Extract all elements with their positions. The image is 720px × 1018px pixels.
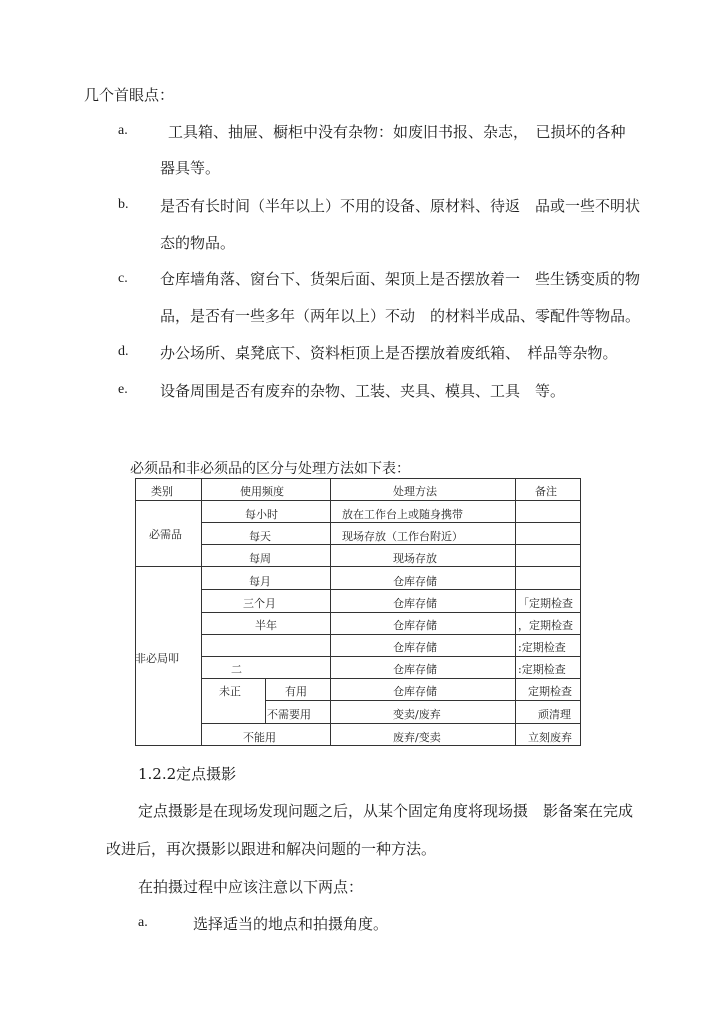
row-10-freq: 不能用 [243,731,276,744]
row-hourly-method: 放在工作台上或随身携带 [342,508,463,521]
item-b-label: b. [118,197,129,212]
row-7-freq: 二 [231,663,242,676]
header-frequency: 使用频度 [240,485,284,498]
row-halfyear-freq: 半年 [255,619,277,632]
header-category: 类别 [151,485,173,498]
row-7-note: :定期检查 [518,663,566,676]
row-8-method: 仓库存储 [393,685,437,698]
row-daily-method: 现场存放（工作台附近） [342,530,463,543]
row-3month-freq: 三个月 [243,597,276,610]
item-a-line1: 工具箱、抽屉、橱柜中没有杂物：如废旧书报、杂志， 已损坏的各种 [168,123,626,141]
row-hourly-freq: 每小时 [245,508,278,521]
last-item-text: 选择适当的地点和拍摄角度。 [193,915,389,933]
row-9-method: 变卖/废弃 [393,708,441,721]
row-10-note: 立刻废弃 [528,731,572,744]
row-monthly-freq: 每月 [249,575,271,588]
para2: 在拍摄过程中应该注意以下两点： [138,878,364,896]
row-8-freq-a: 未正 [219,685,241,698]
row-8-note: 定期检查 [528,685,572,698]
item-d-label: d. [118,344,129,359]
item-e-label: e. [118,382,128,397]
row-weekly-method: 现场存放 [393,552,437,565]
row-halfyear-method: 仓库存储 [393,619,437,632]
para1-line2: 改进后，再次摄影以跟进和解决问题的一种方法。 [106,840,437,858]
row-6-note: :定期检查 [518,641,566,654]
row-9-freq-b: 不需要用 [267,708,311,721]
classification-table [135,478,581,746]
row-3month-note: 「定期检查 [518,597,573,610]
group-unnecessary: 非必局叩 [135,652,179,665]
item-c-label: c. [118,271,128,286]
group-necessary: 必需品 [149,528,182,541]
item-c-line2: 品，是否有一些多年（两年以上）不动 的材料半成品、零配件等物品。 [160,307,641,325]
header-method: 处理方法 [393,485,437,498]
table-caption: 必须品和非必须品的区分与处理方法如下表： [130,461,410,477]
section-title: 1.2.2定点摄影 [138,765,237,783]
row-9-note: 顽清理 [538,708,571,721]
intro-text: 几个首眼点： [84,86,175,104]
row-10-method: 废弃/变卖 [393,731,441,744]
item-b-line1: 是否有长时间（半年以上）不用的设备、原材料、待返 品或一些不明状 [160,197,641,215]
item-b-line2: 态的物品。 [160,234,236,252]
row-weekly-freq: 每周 [249,552,271,565]
row-daily-freq: 每天 [249,530,271,543]
row-monthly-method: 仓库存储 [393,575,437,588]
item-d-line1: 办公场所、桌凳底下、资料柜顶上是否摆放着废纸箱、 样品等杂物。 [160,344,618,362]
row-3month-method: 仓库存储 [393,597,437,610]
item-e-line1: 设备周围是否有废弃的杂物、工装、夹具、模具、工具 等。 [160,382,566,400]
row-7-method: 仓库存储 [393,663,437,676]
last-item-label: a. [138,915,148,930]
item-c-line1: 仓库墙角落、窗台下、货架后面、架顶上是否摆放着一 些生锈变质的物 [160,270,641,288]
row-8-freq-b: 有用 [285,685,307,698]
row-6-method: 仓库存储 [393,641,437,654]
item-a-label: a. [118,123,128,138]
header-note: 备注 [535,485,557,498]
item-a-line2: 器具等。 [160,159,221,177]
row-halfyear-note: ，定期检查 [518,619,573,632]
para1-line1: 定点摄影是在现场发现问题之后，从某个固定角度将现场摄 影备案在完成 [138,802,634,820]
